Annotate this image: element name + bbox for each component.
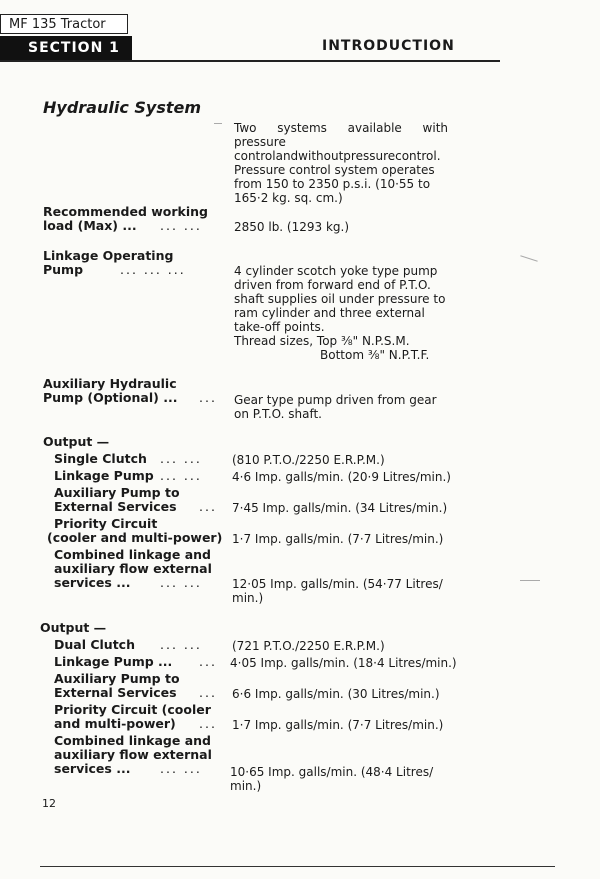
leader-dots: ... ...	[160, 218, 202, 233]
aux-output-label-2: External Services	[54, 685, 177, 700]
combined-label-1: Combined linkage and	[54, 547, 211, 562]
manual-title: MF 135 Tractor	[0, 14, 128, 34]
thread-sizes-top: Thread sizes, Top ⅜" N.P.S.M.	[234, 334, 410, 348]
desc-line: on P.T.O. shaft.	[234, 407, 322, 421]
leader-dots: ... ...	[160, 637, 202, 652]
page-heading: Hydraulic System	[43, 98, 202, 117]
aux-pump-label-1: Auxiliary Hydraulic	[43, 376, 177, 391]
priority-circuit-label-2: and multi-power)	[54, 716, 176, 731]
leader-dots: ... ...	[160, 451, 202, 466]
linkage-pump-label-1: Linkage Operating	[43, 248, 174, 263]
desc-line: driven from forward end of P.T.O.	[234, 278, 431, 292]
linkage-pump-output-label: Linkage Pump ...	[54, 654, 173, 669]
priority-circuit-label-2: (cooler and multi-power)	[47, 530, 223, 545]
recommended-label-1: Recommended working	[43, 204, 208, 219]
desc-line: take-off points.	[234, 320, 325, 334]
leader-dots: ... ... ...	[120, 262, 186, 277]
leader-dots: ...	[199, 685, 217, 700]
scan-mark	[520, 255, 537, 262]
output-title: Output —	[43, 434, 110, 449]
desc-line: ram cylinder and three external	[234, 306, 425, 320]
priority-circuit-label-1: Priority Circuit (cooler	[54, 702, 211, 717]
recommended-label-2: load (Max) ...	[43, 218, 137, 233]
intro-line: controlandwithoutpressurecontrol.	[234, 149, 441, 163]
single-clutch-label: Single Clutch	[54, 451, 147, 466]
priority-circuit-value: 1·7 Imp. galls/min. (7·7 Litres/min.)	[232, 718, 444, 732]
priority-circuit-label-1: Priority Circuit	[54, 516, 158, 531]
bottom-rule	[40, 866, 555, 867]
header-rule	[0, 60, 500, 62]
output-title: Output —	[40, 620, 107, 635]
combined-value-1: 10·65 Imp. galls/min. (48·4 Litres/	[230, 765, 434, 779]
linkage-pump-output-value: 4·6 Imp. galls/min. (20·9 Litres/min.)	[232, 470, 451, 484]
leader-dots: ...	[199, 654, 217, 669]
priority-circuit-value: 1·7 Imp. galls/min. (7·7 Litres/min.)	[232, 532, 444, 546]
desc-line: 4 cylinder scotch yoke type pump	[234, 264, 438, 278]
chapter-title: INTRODUCTION	[322, 38, 455, 54]
intro-line: Two systems available with pressure	[234, 121, 448, 149]
intro-line: Pressure control system operates	[234, 163, 435, 177]
leader-dots: ... ...	[160, 575, 202, 590]
aux-output-label-1: Auxiliary Pump to	[54, 485, 180, 500]
single-clutch-value: (810 P.T.O./2250 E.R.P.M.)	[232, 453, 385, 467]
leader-dots: ...	[199, 390, 217, 405]
intro-paragraph	[234, 121, 448, 205]
desc-line: shaft supplies oil under pressure to	[234, 292, 446, 306]
combined-label-1: Combined linkage and	[54, 733, 211, 748]
combined-label-2: auxiliary flow external	[54, 561, 212, 576]
leader-dots: ... ...	[160, 761, 202, 776]
leader-dots: ...	[199, 716, 217, 731]
combined-label-2: auxiliary flow external	[54, 747, 212, 762]
leader-dots: ... ...	[160, 468, 202, 483]
combined-label-3: services ...	[54, 575, 131, 590]
intro-line: 165·2 kg. sq. cm.)	[234, 191, 343, 205]
aux-output-value: 7·45 Imp. galls/min. (34 Litres/min.)	[232, 501, 448, 515]
page-number: 12	[42, 797, 56, 810]
scan-mark	[214, 123, 222, 124]
dual-clutch-value: (721 P.T.O./2250 E.R.P.M.)	[232, 639, 385, 653]
desc-line: Gear type pump driven from gear	[234, 393, 437, 407]
linkage-pump-label-2: Pump	[43, 262, 84, 277]
section-badge: SECTION 1	[0, 36, 132, 60]
recommended-value: 2850 lb. (1293 kg.)	[234, 220, 350, 234]
combined-label-3: services ...	[54, 761, 131, 776]
linkage-pump-description	[234, 264, 448, 334]
scan-mark	[520, 580, 540, 581]
aux-output-value: 6·6 Imp. galls/min. (30 Litres/min.)	[232, 687, 440, 701]
thread-sizes-bottom: Bottom ⅜" N.P.T.F.	[320, 348, 430, 362]
aux-pump-description	[234, 393, 448, 421]
linkage-pump-output-label: Linkage Pump	[54, 468, 154, 483]
combined-value-2: min.)	[232, 591, 264, 605]
leader-dots: ...	[199, 499, 217, 514]
intro-line: from 150 to 2350 p.s.i. (10·55 to	[234, 177, 431, 191]
combined-value-1: 12·05 Imp. galls/min. (54·77 Litres/	[232, 577, 443, 591]
aux-output-label-2: External Services	[54, 499, 177, 514]
linkage-pump-output-value: 4·05 Imp. galls/min. (18·4 Litres/min.)	[230, 656, 457, 670]
aux-pump-label-2: Pump (Optional) ...	[43, 390, 178, 405]
aux-output-label-1: Auxiliary Pump to	[54, 671, 180, 686]
combined-value-2: min.)	[230, 779, 262, 793]
dual-clutch-label: Dual Clutch	[54, 637, 135, 652]
